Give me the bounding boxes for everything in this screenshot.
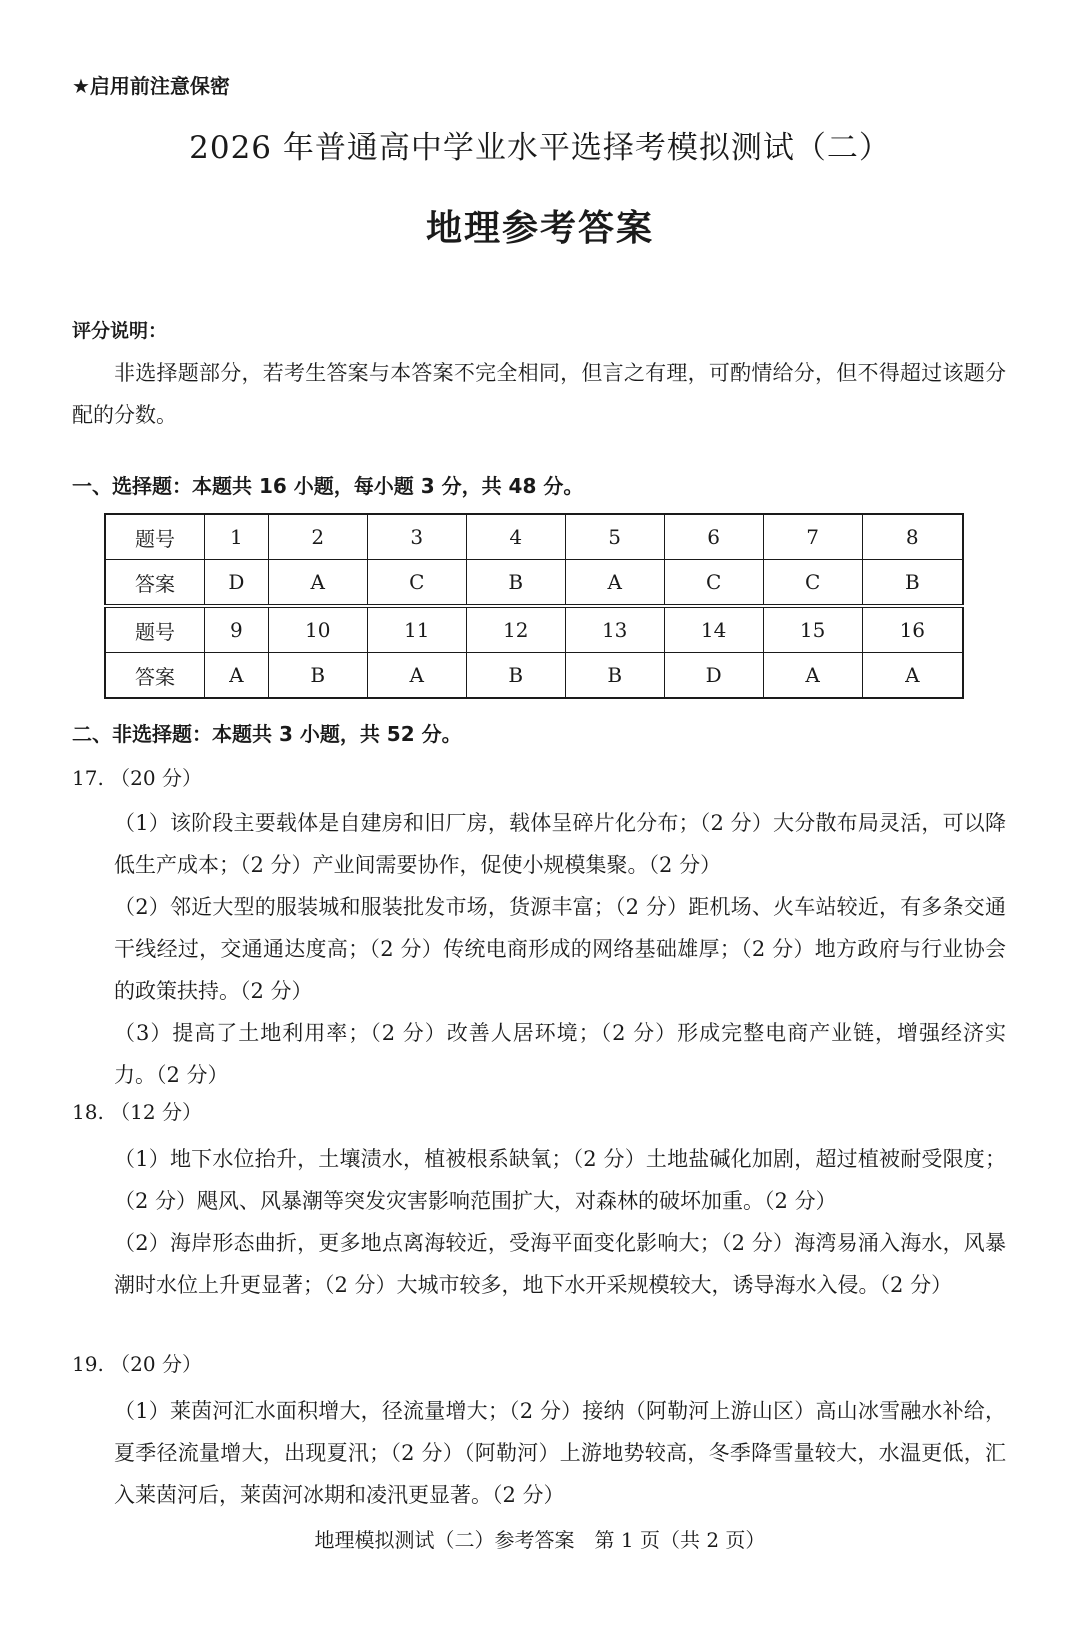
- answer-cell: A: [268, 560, 367, 607]
- answer-cell: C: [664, 560, 763, 607]
- question-number-cell: 2: [268, 514, 367, 560]
- answer-table: [104, 513, 964, 699]
- answer-cell: D: [664, 653, 763, 699]
- subject-title: 地理参考答案: [425, 208, 654, 249]
- question-number-cell: 3: [367, 514, 466, 560]
- question-19-part-1: （1）莱茵河汇水面积增大，径流量增大；（2 分）接纳（阿勒河上游山区）高山冰雪融水补给，夏季径流量增大，出现夏汛；（2 分）（阿勒河）上游地势较高，冬季降雪量较大，水温更低，汇入莱茵河后，莱茵河冰期和凌汛更显著。（2 分）: [114, 1399, 1006, 1507]
- exam-title: 2026 年普通高中学业水平选择考模拟测试（二）: [189, 130, 891, 166]
- scoring-text: 非选择题部分，若考生答案与本答案不完全相同，但言之有理，可酌情给分，但不得超过该题分配的分数。: [72, 361, 1006, 427]
- answer-cell: A: [205, 653, 269, 699]
- question-17-header: 17. （20 分）: [72, 766, 202, 790]
- table-row: [105, 560, 963, 607]
- question-number-cell: 12: [466, 606, 565, 653]
- question-18-part-2: （2）海岸形态曲折，更多地点离海较近，受海平面变化影响大；（2 分）海湾易涌入海水，风暴潮时水位上升更显著；（2 分）大城市较多，地下水开采规模较大，诱导海水入侵。（2 分）: [114, 1231, 1006, 1297]
- answer-cell: A: [565, 560, 664, 607]
- question-number-cell: 4: [466, 514, 565, 560]
- question-number-cell: 6: [664, 514, 763, 560]
- answer-cell: B: [862, 560, 963, 607]
- section-2-heading: 二、非选择题：本题共 3 小题，共 52 分。: [72, 722, 462, 746]
- answer-cell: B: [466, 560, 565, 607]
- question-number-cell: 1: [205, 514, 269, 560]
- answer-cell: B: [268, 653, 367, 699]
- question-number-cell: 10: [268, 606, 367, 653]
- question-17-part-1: （1）该阶段主要载体是自建房和旧厂房，载体呈碎片化分布；（2 分）大分散布局灵活，可以降低生产成本；（2 分）产业间需要协作，促使小规模集聚。（2 分）: [114, 811, 1006, 877]
- question-number-cell: 14: [664, 606, 763, 653]
- number-label-cell: 题号: [105, 606, 205, 653]
- answer-cell: A: [862, 653, 963, 699]
- scoring-heading: 评分说明：: [72, 320, 168, 342]
- answer-cell: A: [367, 653, 466, 699]
- answer-cell: C: [367, 560, 466, 607]
- table-row: [105, 606, 963, 653]
- answer-cell: B: [565, 653, 664, 699]
- question-number-cell: 13: [565, 606, 664, 653]
- question-19-header: 19. （20 分）: [72, 1352, 202, 1376]
- question-number-cell: 15: [763, 606, 862, 653]
- answer-cell: B: [466, 653, 565, 699]
- question-number-cell: 9: [205, 606, 269, 653]
- question-18-part-1: （1）地下水位抬升，土壤渍水，植被根系缺氧；（2 分）土地盐碱化加剧，超过植被耐受限度；（2 分）飓风、风暴潮等突发灾害影响范围扩大，对森林的破坏加重。（2 分）: [114, 1147, 1006, 1213]
- question-number-cell: 7: [763, 514, 862, 560]
- answer-label-cell: 答案: [105, 560, 205, 607]
- page-footer: 地理模拟测试（二）参考答案 第 1 页（共 2 页）: [314, 1528, 766, 1552]
- number-label-cell: 题号: [105, 514, 205, 560]
- question-17-part-2: （2）邻近大型的服装城和服装批发市场，货源丰富；（2 分）距机场、火车站较近，有多条交通干线经过，交通通达度高；（2 分）传统电商形成的网络基础雄厚；（2 分）地方政府与行业协会的政策扶持。（2 分）: [114, 895, 1006, 1003]
- question-18-header: 18. （12 分）: [72, 1100, 202, 1124]
- question-17-part-3: （3）提高了土地利用率；（2 分）改善人居环境；（2 分）形成完整电商产业链，增强经济实力。（2 分）: [114, 1021, 1006, 1087]
- section-1-heading: 一、选择题：本题共 16 小题，每小题 3 分，共 48 分。: [72, 474, 584, 498]
- table-row: [105, 653, 963, 699]
- question-number-cell: 16: [862, 606, 963, 653]
- answer-cell: C: [763, 560, 862, 607]
- question-number-cell: 5: [565, 514, 664, 560]
- question-number-cell: 8: [862, 514, 963, 560]
- question-number-cell: 11: [367, 606, 466, 653]
- answer-label-cell: 答案: [105, 653, 205, 699]
- table-row: [105, 514, 963, 560]
- answer-cell: A: [763, 653, 862, 699]
- confidential-notice: ★启用前注意保密: [72, 74, 230, 98]
- answer-cell: D: [205, 560, 269, 607]
